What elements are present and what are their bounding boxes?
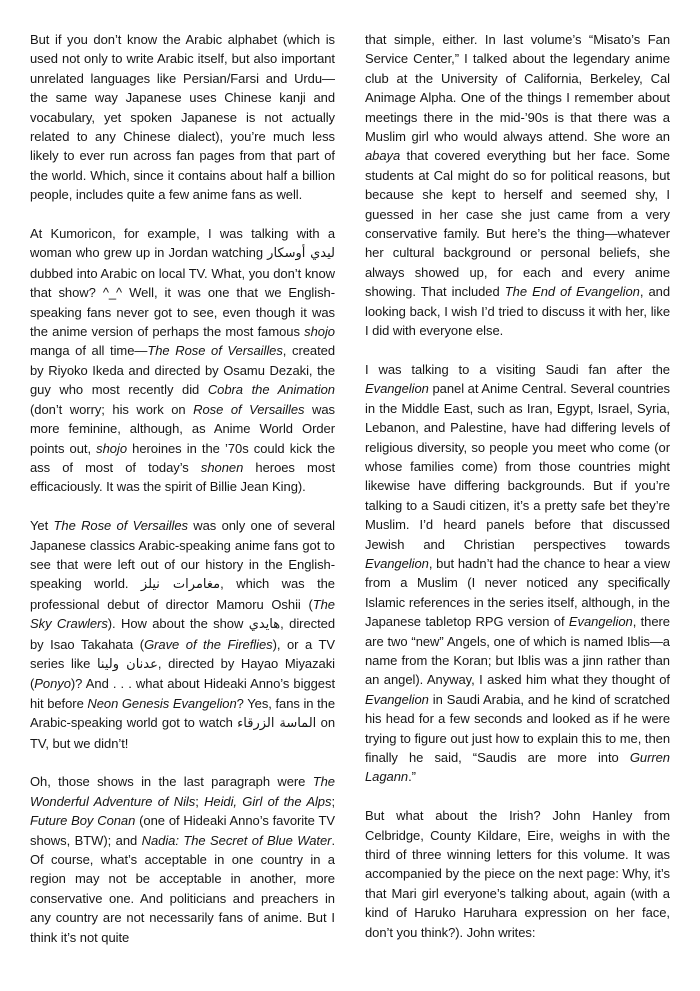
italic-text-run: shojo [96,440,128,456]
italic-text-run: Evangelion [365,555,429,571]
text-run: , there are two “new” Angels, one of which is named Iblis—a name from the Koran; but Iblis was a jinn rather than an angel). Anyway, I asked him what they thought of [365,614,670,688]
italic-text-run: Gurren Lagann [365,750,670,785]
italic-text-run: The End of Evangelion [504,284,640,300]
italic-text-run: Future Boy Conan [30,813,136,829]
text-run: ). How about the show [107,616,249,632]
text-run: But if you don’t know the Arabic alphabet (which is used not only to write Arabic itself, but also important unrelated languages like Persian/Farsi and Urdu—the same way Japanese uses Chinese kanji and vocabulary, yet spoken Japanese is not actually related to any Chinese dialect), you’re much less likely to ever run across fan pages from that part of the world. Which, since it contains about half a billion people, includes quite a few anime fans as well. [30,32,335,203]
text-run: dubbed into Arabic on local TV. What, you don’t know that show? ^_^ Well, it was one that we English-speaking fans never got to see, even though it was the anime version of perhaps the most famous [30,265,335,340]
text-run: heroes most efficaciously. It was the spirit of Billie Jean King). [30,459,336,495]
arabic-text-run: ليدي أوسكار [267,246,335,262]
italic-text-run: Evangelion [365,691,429,707]
text-column-right [365,30,670,967]
italic-text-run: Rose of Versailles [193,401,305,417]
text-run: ; [331,793,335,809]
italic-text-run: Nadia: The Secret of Blue Water [141,832,332,848]
text-run: I was talking to a visiting Saudi fan after the [365,361,670,377]
text-run: that covered everything but her face. Some students at Cal might do so for political reasons, but because she kept to herself and seemed shy, I guessed in her case she just came from a very conservative family. But here’s the thing—whatever her cultural background or personal beliefs, she always showed up, for each and every anime showing. That included [365,148,670,300]
text-run: manga of all time— [30,343,148,359]
paragraph [30,772,335,947]
text-run: ), or a TV series like [30,636,335,671]
arabic-text-run: مغامرات نيلز [140,577,221,593]
text-run: , and looking back, I wish I’d tried to discuss it with her, like I did with everyone else. [365,284,670,339]
text-column-left [30,30,335,967]
text-run: , which was the professional debut of director Mamoru Oshii ( [30,576,335,612]
text-run: At Kumoricon, for example, I was talking with a woman who grew up in Jordan watching [30,226,335,261]
text-run: . Of course, what’s acceptable in one country in a region may not be acceptable in another, more conservative one. And politicians and preachers in any country are not necessarily fans of anime. But I think it’s not quite [30,832,335,945]
italic-text-run: shojo [304,324,335,340]
arabic-text-run: هايدي [248,617,281,633]
text-run: Yet [30,518,54,534]
arabic-text-run: الماسة الزرقاء [237,716,317,732]
paragraph [30,224,335,497]
italic-text-run: The Sky Crawlers [30,596,335,632]
text-run: that simple, either. In last volume’s “Misato’s Fan Service Center,” I talked about the legendary anime club at the University of California, Berkeley, Cal Animage Alpha. One of the things I remember about meetings there in the mid-’90s is that there was a Muslim girl who would always attend. She wore an [365,32,670,145]
italic-text-run: shonen [200,459,244,475]
text-run: ? Yes, fans in the Arabic-speaking world got to watch [30,695,335,731]
italic-text-run: Grave of the Fireflies [144,636,273,652]
text-run: )? And . . . what about Hideaki Anno’s biggest hit before [30,676,335,711]
paragraph [30,30,335,205]
paragraph [365,30,670,341]
text-run: heroines in the ’70s could kick the ass of most of today’s [30,440,336,475]
italic-text-run: The Rose of Versailles [53,518,188,534]
text-run: , but hadn’t had the chance to hear a view from a Muslim (I never noticed any specifically Islamic references in the series itself, although, in the Japanese tabletop RPG version of [365,555,670,630]
italic-text-run: Cobra the Animation [207,382,335,398]
text-run: panel at Anime Central. Several countries in the Middle East, such as Iran, Egypt, Israel, Syria, Lebanon, and Palestine, have had differing levels of religious diversity, so people you meet who come (or whose families come) from those countries might likewise have differing backgrounds. But if you’re talking to a Saudi citizen, it’s a pretty safe bet they’re Muslim. I’d heard panels before that discussed Jewish and Christian perspectives towards [365,381,670,552]
text-run: was only one of several Japanese classics Arabic-speaking anime fans got to see that were left out of our history in the English-speaking world. [30,518,336,592]
arabic-text-run: عدنان ولينا [96,656,158,672]
text-run: , directed by Hayao Miyazaki ( [30,655,336,692]
text-run: ; [195,793,205,809]
italic-text-run: Ponyo [34,676,71,692]
italic-text-run: The Rose of Versailles [147,343,283,359]
text-run: , directed by Isao Takahata ( [30,616,336,652]
text-run: But what about the Irish? John Hanley from Celbridge, County Kildare, Eire, weighs in with the third of three winning letters for this volume. It was accompanied by the piece on the next page: Why, it’s that Mari girl everyone’s talking about, again (with a kind of Haruko Haruhara expression on her face, don’t you think?). John writes: [365,808,670,940]
text-run: (one of Hideaki Anno’s favorite TV shows, BTW); and [30,813,335,848]
text-run: (don’t worry; his work on [30,401,194,417]
text-run: on TV, but we didn’t! [30,715,335,751]
paragraph [365,360,670,787]
text-run: in Saudi Arabia, and he kind of scratched his head for a few seconds and looked as if he were trying to figure out just how to explain this to me, then finally he said, “Saudis are more into [365,691,670,766]
paragraph [30,516,335,753]
italic-text-run: Evangelion [365,381,429,397]
italic-text-run: Heidi, Girl of the Alps [204,793,332,809]
text-run: .” [408,769,416,785]
italic-text-run: abaya [365,148,401,164]
italic-text-run: Neon Genesis Evangelion [87,695,237,711]
text-run: , created by Riyoko Ikeda and directed by Osamu Dezaki, the guy who most recently did [30,343,336,398]
italic-text-run: Evangelion [568,614,633,630]
italic-text-run: The Wonderful Adventure of Nils [30,774,335,809]
text-run: Oh, those shows in the last paragraph were [30,774,313,790]
paragraph [365,806,670,942]
text-run: was more feminine, although, as Anime World Order points out, [30,401,335,456]
